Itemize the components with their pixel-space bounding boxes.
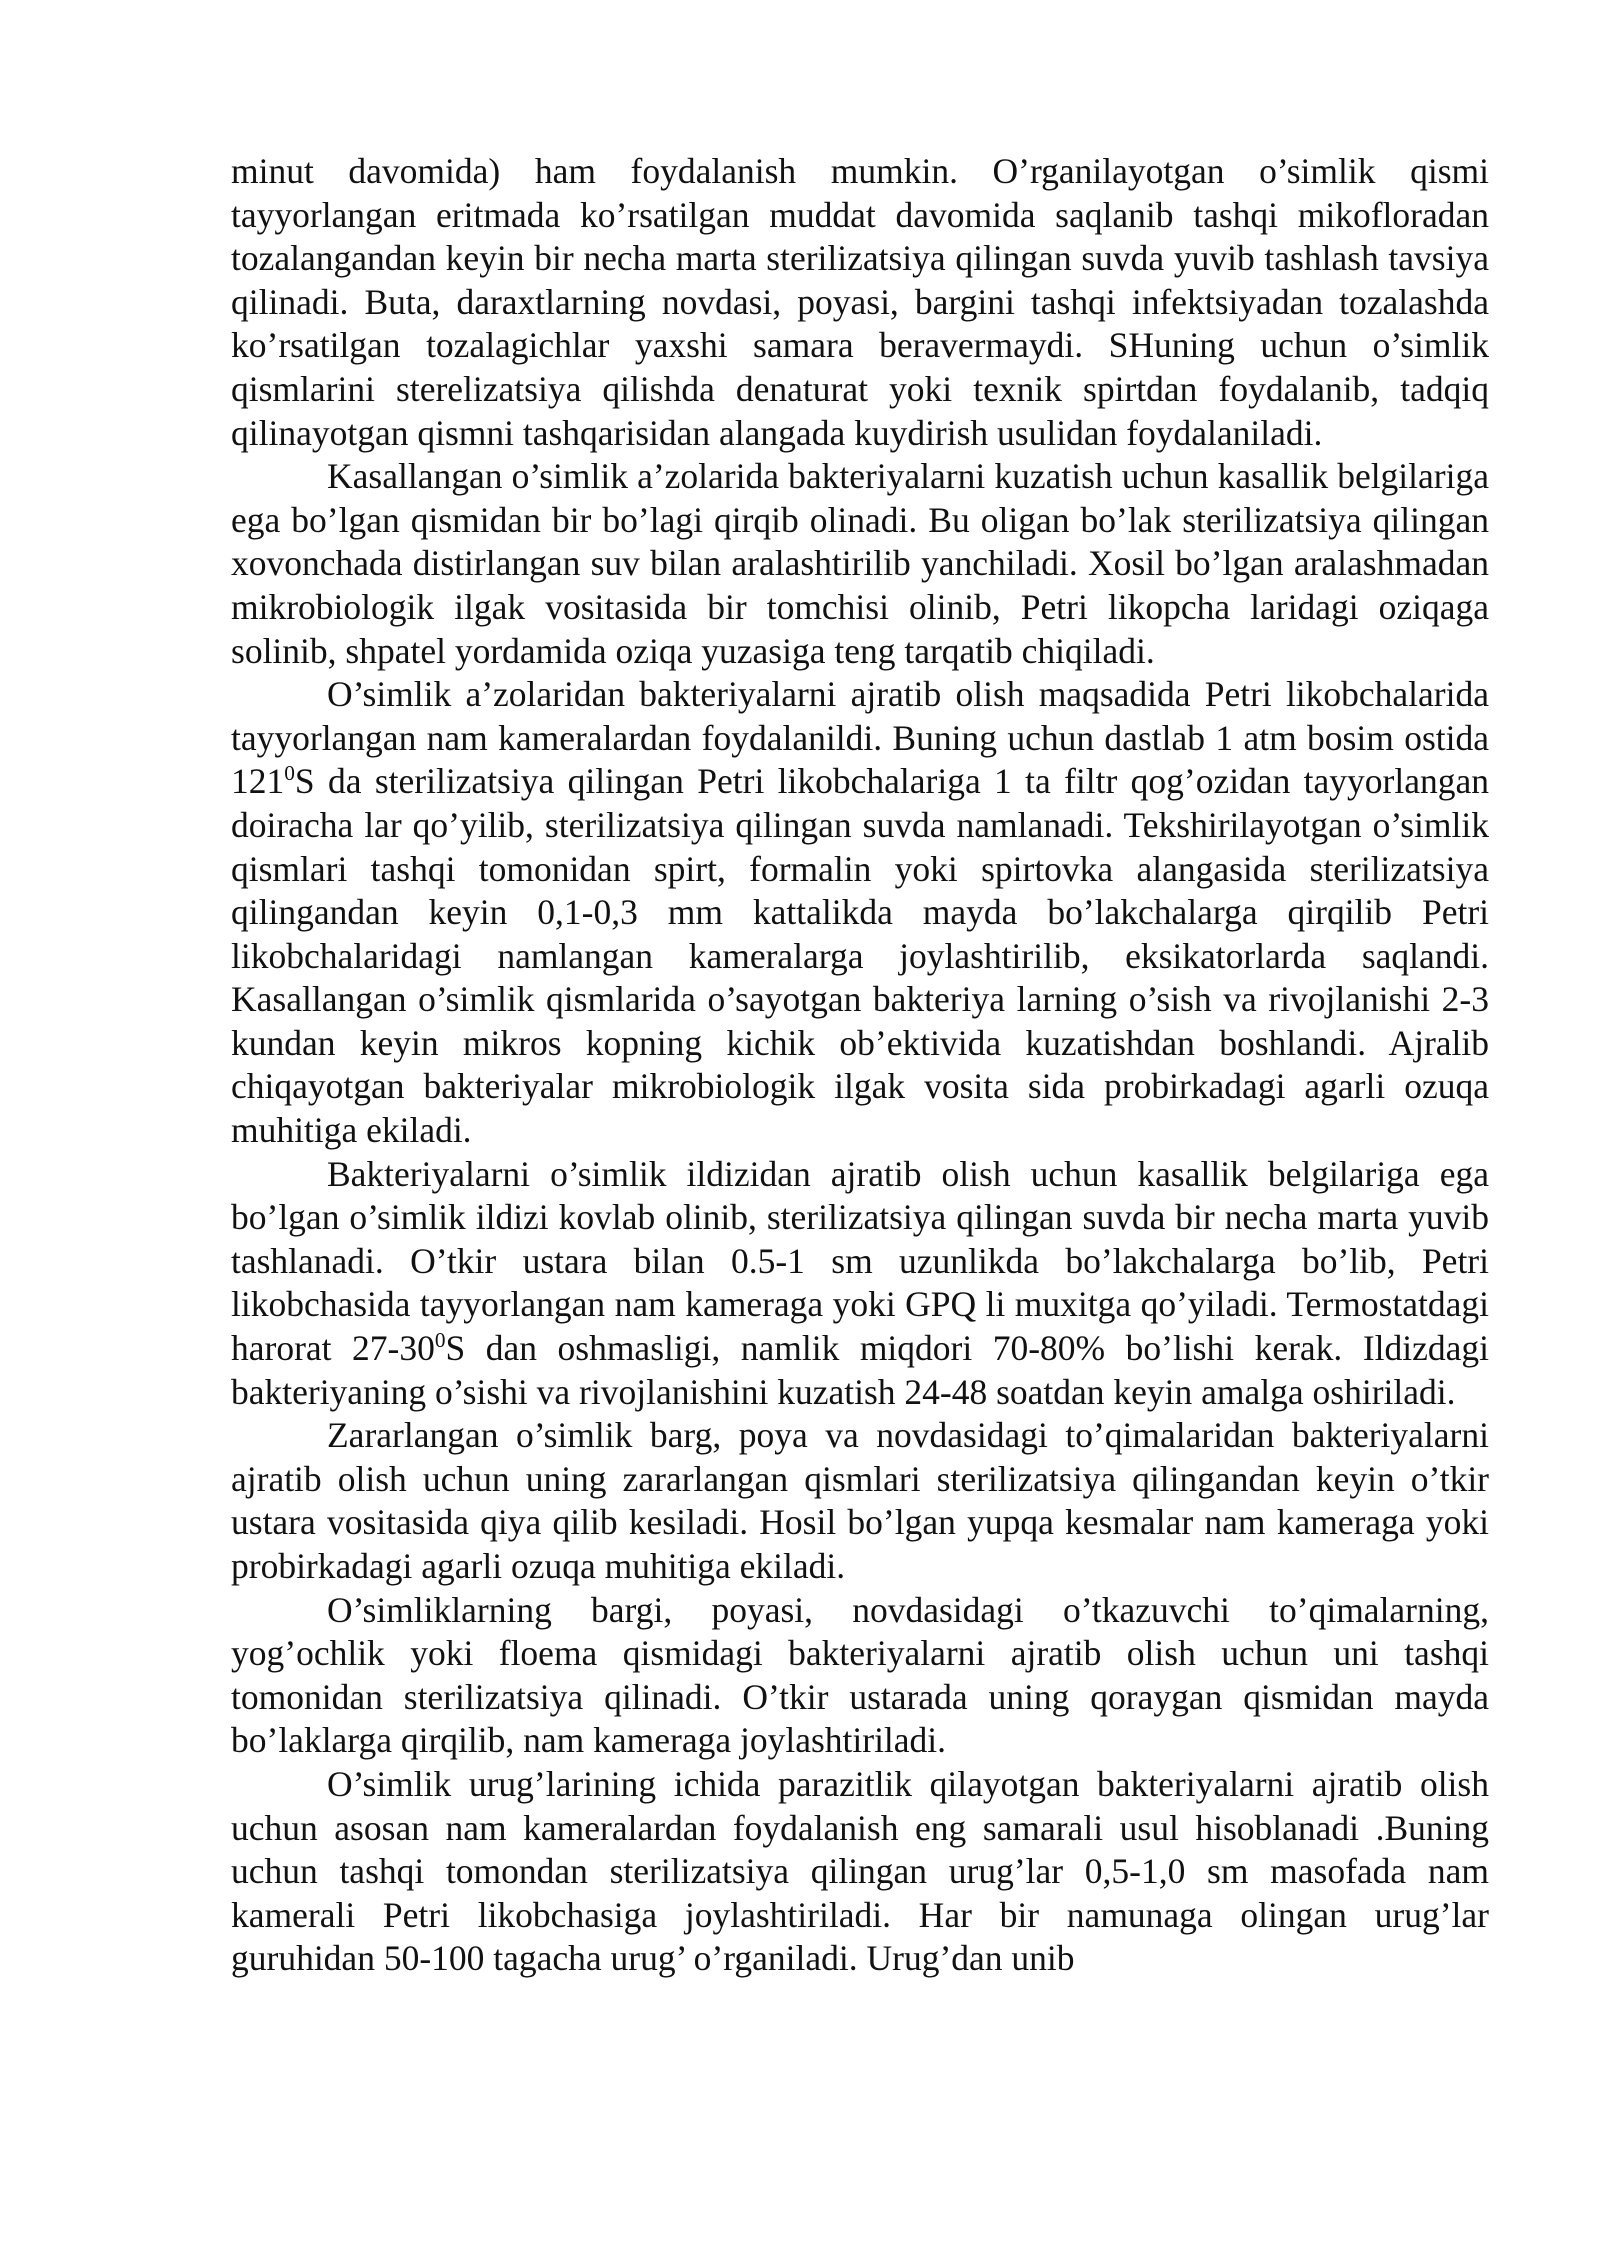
paragraph-6 <box>231 1589 1489 1763</box>
paragraph-3-degree-superscript: 0 <box>284 761 295 786</box>
paragraph-2 <box>231 455 1489 673</box>
paragraph-3-text-a: O’simlik a’zolaridan bakteriyalarni ajratib olish maqsadida Petri likobchalarida tayyorlangan nam kameralardan foydalanildi. Buning uchun dastlab 1 atm bosim ostida 121 <box>231 674 1489 802</box>
paragraph-5-text: Zararlangan o’simlik barg, poya va novdasidagi to’qimalaridan bakteriyalarni ajratib olish uchun uning zararlangan qismlari sterilizatsiya qilingandan keyin o’tkir ustara vositasida qiya qilib kesiladi. Hosil bo’lgan yupqa kesmalar nam kameraga yoki probirkadagi agarli ozuqa muhitiga ekiladi. <box>231 1415 1489 1586</box>
paragraph-3-text-b: S da sterilizatsiya qilingan Petri likobchalariga 1 ta filtr qog’ozidan tayyorlangan doiracha lar qo’yilib, sterilizatsiya qilingan suvda namlanadi. Tekshirilayotgan o’simlik qismlari tashqi tomonidan spirt, formalin yoki spirtovka alangasida sterilizatsiya qilingandan keyin 0,1-0,3 mm kattalikda mayda bo’lakchalarga qirqilib Petri likobchalaridagi namlangan kameralarga joylashtirilib, eksikatorlarda saqlandi. Kasallangan o’simlik qismlarida o’sayotgan bakteriya larning o’sish va rivojlanishi 2-3 kundan keyin mikros kopning kichik ob’ektivida kuzatishdan boshlandi. Ajralib chiqayotgan bakteriyalar mikrobiologik ilgak vosita sida probirkadagi agarli ozuqa muhitiga ekiladi. <box>231 761 1489 1151</box>
paragraph-4-degree-superscript: 0 <box>434 1328 446 1353</box>
paragraph-6-text: O’simliklarning bargi, poyasi, novdasidagi o’tkazuvchi to’qimalarning, yog’ochlik yoki floema qismidagi bakteriyalarni ajratib olish uchun uni tashqi tomonidan sterilizatsiya qilinadi. O’tkir ustarada uning qoraygan qismidan mayda bo’laklarga qirqilib, nam kameraga joylashtiriladi. <box>231 1589 1489 1761</box>
paragraph-4-text-a: Bakteriyalarni o’simlik ildizidan ajratib olish uchun kasallik belgilariga ega bo’lgan o’simlik ildizi kovlab olinib, sterilizatsiya qilingan suvda bir necha marta yuvib tashlanadi. O’tkir ustara bilan 0.5-1 sm uzunlikda bo’lakchalarga bo’lib, Petri likobchasida tayyorlangan nam kameraga yoki GPQ li muxitga qo’yiladi. Termostatdagi harorat 27-30 <box>231 1153 1489 1369</box>
paragraph-5 <box>231 1414 1489 1588</box>
document-page <box>231 150 1489 1981</box>
paragraph-4-text-b: S dan oshmasligi, namlik miqdori 70-80% bo’lishi kerak. Ildizdagi bakteriyaning o’sishi va rivojlanishini kuzatish 24-48 soatdan keyin amalga oshiriladi. <box>231 1328 1489 1412</box>
paragraph-4 <box>231 1153 1489 1415</box>
paragraph-7-text: O’simlik urug’larining ichida parazitlik qilayotgan bakteriyalarni ajratib olish uchun asosan nam kameralardan foydalanish eng samarali usul hisoblanadi .Buning uchun tashqi tomondan sterilizatsiya qilingan urug’lar 0,5-1,0 sm masofada nam kamerali Petri likobchasiga joylashtiriladi. Har bir namunaga olingan urug’lar guruhidan 50-100 tagacha urug’ o’rganiladi. Urug’dan unib <box>231 1763 1489 1979</box>
paragraph-3 <box>231 673 1489 1153</box>
paragraph-1 <box>231 150 1489 455</box>
paragraph-1-text: minut davomida) ham foydalanish mumkin. O’rganilayotgan o’simlik qismi tayyorlangan eritmada ko’rsatilgan muddat davomida saqlanib tashqi mikofloradan tozalangandan keyin bir necha marta sterilizatsiya qilingan suvda yuvib tashlash tavsiya qilinadi. Buta, daraxtlarning novdasi, poyasi, bargini tashqi infektsiyadan tozalashda ko’rsatilgan tozalagichlar yaxshi samara beravermaydi. SHuning uchun o’simlik qismlarini sterelizatsiya qilishda denaturat yoki texnik spirtdan foydalanib, tadqiq qilinayotgan qismni tashqarisidan alangada kuydirish usulidan foydalaniladi. <box>231 151 1489 453</box>
paragraph-7 <box>231 1763 1489 1981</box>
paragraph-2-text: Kasallangan o’simlik a’zolarida bakteriyalarni kuzatish uchun kasallik belgilariga ega bo’lgan qismidan bir bo’lagi qirqib olinadi. Bu oligan bo’lak sterilizatsiya qilingan xovonchada distirlangan suv bilan aralashtirilib yanchiladi. Xosil bo’lgan aralashmadan mikrobiologik ilgak vositasida bir tomchisi olinib, Petri likopcha laridagi oziqaga solinib, shpatel yordamida oziqa yuzasiga teng tarqatib chiqiladi. <box>231 456 1489 671</box>
